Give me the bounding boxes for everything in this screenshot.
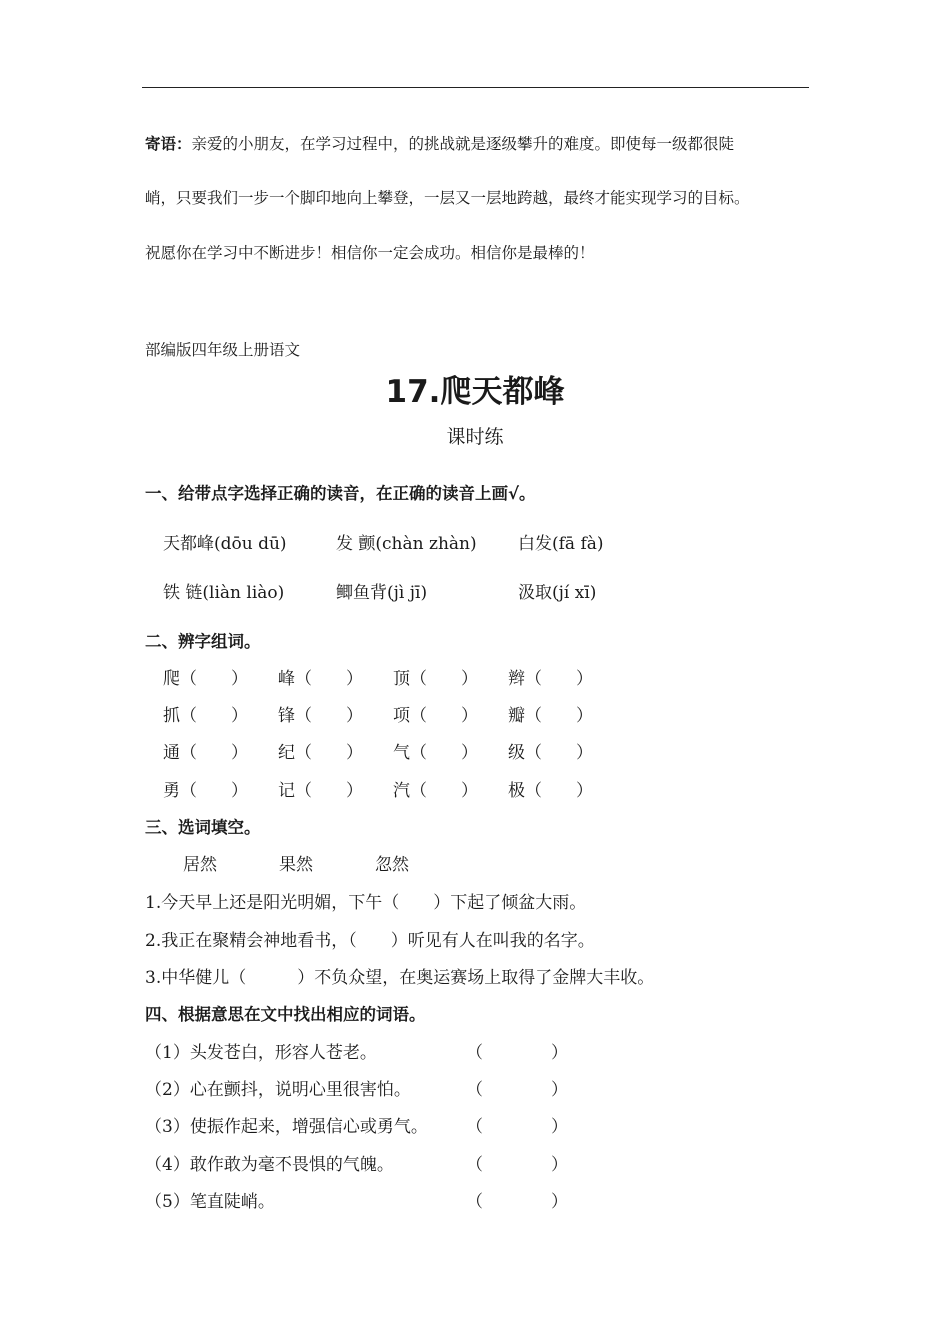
word-choice: 忽然: [375, 855, 409, 875]
fill-sentence: 3.中华健儿（ ）不负众望，在奥运赛场上取得了金牌大丰收。: [145, 968, 655, 988]
word-pair-cell: 抓（ ）: [163, 706, 248, 726]
pinyin-item: 鲫鱼背(jì jī): [336, 583, 428, 603]
word-pair-cell: 顶（ ）: [393, 669, 478, 689]
fill-sentence: 2.我正在聚精会神地看书，（ ）听见有人在叫我的名字。: [145, 931, 595, 951]
intro-label: 寄语：: [145, 135, 192, 153]
word-pair-cell: 级（ ）: [508, 743, 593, 763]
pinyin-item: 天都峰(dōu dū): [163, 534, 287, 554]
header-rule: [142, 87, 809, 88]
meaning-item: （2）心在颤抖，说明心里很害怕。: [145, 1080, 411, 1100]
word-pair-cell: 通（ ）: [163, 743, 248, 763]
word-choice: 果然: [279, 855, 313, 875]
word-pair-cell: 峰（ ）: [278, 669, 363, 689]
section1-heading: 一、给带点字选择正确的读音，在正确的读音上画√。: [145, 484, 536, 503]
word-pair-cell: 气（ ）: [393, 743, 478, 763]
intro-text-1: 亲爱的小朋友，在学习过程中，的挑战就是逐级攀升的难度。即使每一级都很陡: [191, 135, 735, 153]
series-label: 部编版四年级上册语文: [145, 341, 301, 359]
word-choice: 居然: [183, 855, 217, 875]
word-pair-cell: 记（ ）: [278, 781, 363, 801]
meaning-item: （1）头发苍白，形容人苍老。: [145, 1043, 377, 1063]
word-pair-cell: 纪（ ）: [278, 743, 363, 763]
word-pair-cell: 项（ ）: [393, 706, 478, 726]
section3-heading: 三、选词填空。: [145, 818, 261, 837]
word-pair-cell: 勇（ ）: [163, 781, 248, 801]
answer-blank: （ ）: [466, 1080, 568, 1100]
word-pair-cell: 辫（ ）: [508, 669, 593, 689]
answer-blank: （ ）: [466, 1192, 568, 1212]
answer-blank: （ ）: [466, 1117, 568, 1137]
meaning-item: （4）敢作敢为毫不畏惧的气魄。: [145, 1155, 394, 1175]
page-subtitle: 课时练: [446, 426, 504, 448]
section4-heading: 四、根据意思在文中找出相应的词语。: [145, 1005, 426, 1024]
answer-blank: （ ）: [466, 1043, 568, 1063]
pinyin-item: 铁 链(liàn liào): [163, 583, 285, 603]
page-title: 17.爬天都峰: [385, 374, 565, 410]
pinyin-item: 汲取(jí xī): [518, 583, 597, 603]
word-pair-cell: 瓣（ ）: [508, 706, 593, 726]
meaning-item: （3）使振作起来，增强信心或勇气。: [145, 1117, 428, 1137]
pinyin-item: 白发(fā fà): [518, 534, 604, 554]
pinyin-item: 发 颤(chàn zhàn): [336, 534, 477, 554]
answer-blank: （ ）: [466, 1155, 568, 1175]
intro-line-2: 峭，只要我们一步一个脚印地向上攀登，一层又一层地跨越，最终才能实现学习的目标。: [145, 189, 750, 207]
section2-heading: 二、辨字组词。: [145, 632, 261, 651]
word-pair-cell: 爬（ ）: [163, 669, 248, 689]
meaning-item: （5）笔直陡峭。: [145, 1192, 275, 1212]
word-pair-cell: 极（ ）: [508, 781, 593, 801]
fill-sentence: 1.今天早上还是阳光明媚，下午（ ）下起了倾盆大雨。: [145, 893, 587, 913]
intro-line-1: [145, 134, 734, 154]
intro-line-3: 祝愿你在学习中不断进步！相信你一定会成功。相信你是最棒的！: [145, 244, 595, 262]
word-pair-cell: 汽（ ）: [393, 781, 478, 801]
word-pair-cell: 锋（ ）: [278, 706, 363, 726]
